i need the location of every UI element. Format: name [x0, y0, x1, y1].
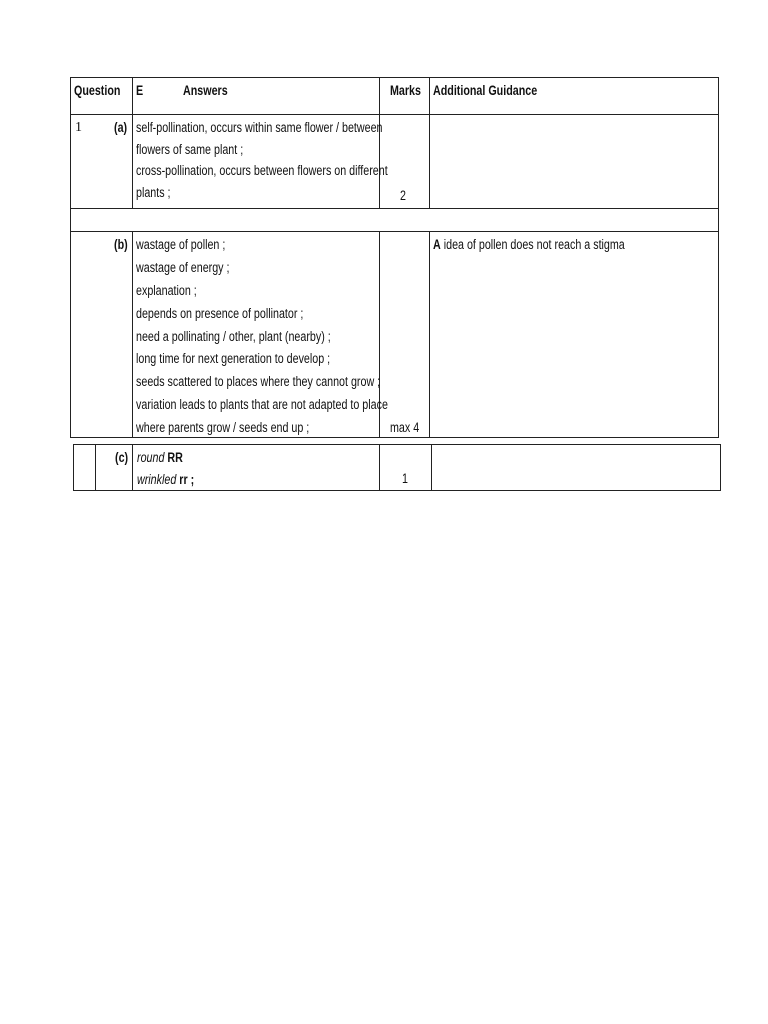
row-b-marks-right: [429, 231, 430, 438]
table-border-top: [70, 77, 719, 78]
header-e: E: [136, 83, 144, 98]
table-border-left: [70, 77, 71, 209]
row-b-answers-divider: [132, 231, 133, 438]
header-row-divider: [70, 114, 719, 115]
answer-line: depends on presence of pollinator ;: [136, 305, 304, 321]
row-c-marks-left: [379, 444, 380, 491]
part-b-guidance: [433, 234, 625, 256]
genotype-RR: RR: [167, 450, 183, 465]
header-question: Question: [74, 83, 121, 98]
header-guidance: Additional Guidance: [433, 83, 538, 98]
phenotype-round: round: [137, 450, 165, 465]
spacer-left: [70, 208, 71, 232]
answer-line: seeds scattered to places where they cannot grow ;: [136, 374, 381, 390]
answer-line: cross-pollination, occurs between flowers on different: [136, 163, 388, 178]
answer-line: flowers of same plant ;: [136, 141, 244, 157]
question-number: 1: [75, 120, 82, 135]
part-b-marks: max 4: [390, 420, 420, 435]
part-a-label: (a): [114, 120, 128, 135]
answer-line: [137, 447, 194, 469]
row-c-inner-left: [95, 444, 96, 491]
row-a-bottom: [70, 208, 719, 209]
row-b-right: [718, 231, 719, 438]
guidance-accept-marker: A: [433, 237, 441, 252]
part-c-marks: 1: [402, 471, 408, 486]
answers-column-divider: [132, 77, 133, 209]
part-c-label: (c): [115, 450, 129, 465]
genotype-rr: rr ;: [179, 471, 195, 487]
row-b-top: [70, 231, 719, 232]
row-c-bottom: [73, 490, 721, 491]
answer-line: long time for next generation to develop ;: [136, 351, 331, 367]
part-b-label: (b): [114, 237, 128, 252]
answer-line: variation leads to plants that are not adapted to place: [136, 397, 388, 413]
answer-line: wastage of energy ;: [136, 259, 230, 275]
marks-column-divider-right: [429, 77, 430, 209]
answer-line: explanation ;: [136, 282, 197, 298]
spacer-right: [718, 208, 719, 232]
phenotype-wrinkled: wrinkled: [137, 471, 177, 487]
header-answers: Answers: [183, 83, 228, 98]
answer-line: wastage of pollen ;: [136, 237, 226, 252]
row-c-left: [73, 444, 74, 491]
part-a-marks: 2: [400, 188, 406, 203]
part-c-answers: [137, 447, 194, 490]
answer-line: plants ;: [136, 184, 171, 200]
part-b-answers: [136, 234, 388, 440]
row-b-left: [70, 231, 71, 438]
guidance-text: idea of pollen does not reach a stigma: [443, 237, 625, 252]
answer-line: need a pollinating / other, plant (nearby) ;: [136, 328, 331, 344]
header-marks: Marks: [390, 83, 421, 98]
row-c-marks-right: [431, 444, 432, 491]
row-c-top: [73, 444, 721, 445]
table-border-right: [718, 77, 719, 209]
answer-line: [137, 469, 194, 491]
answer-line: self-pollination, occurs within same flower / between: [136, 120, 383, 135]
part-a-answers: [136, 117, 388, 203]
answer-line: where parents grow / seeds end up ;: [136, 420, 310, 436]
row-c-answers-divider: [132, 444, 133, 491]
row-c-right: [720, 444, 721, 491]
